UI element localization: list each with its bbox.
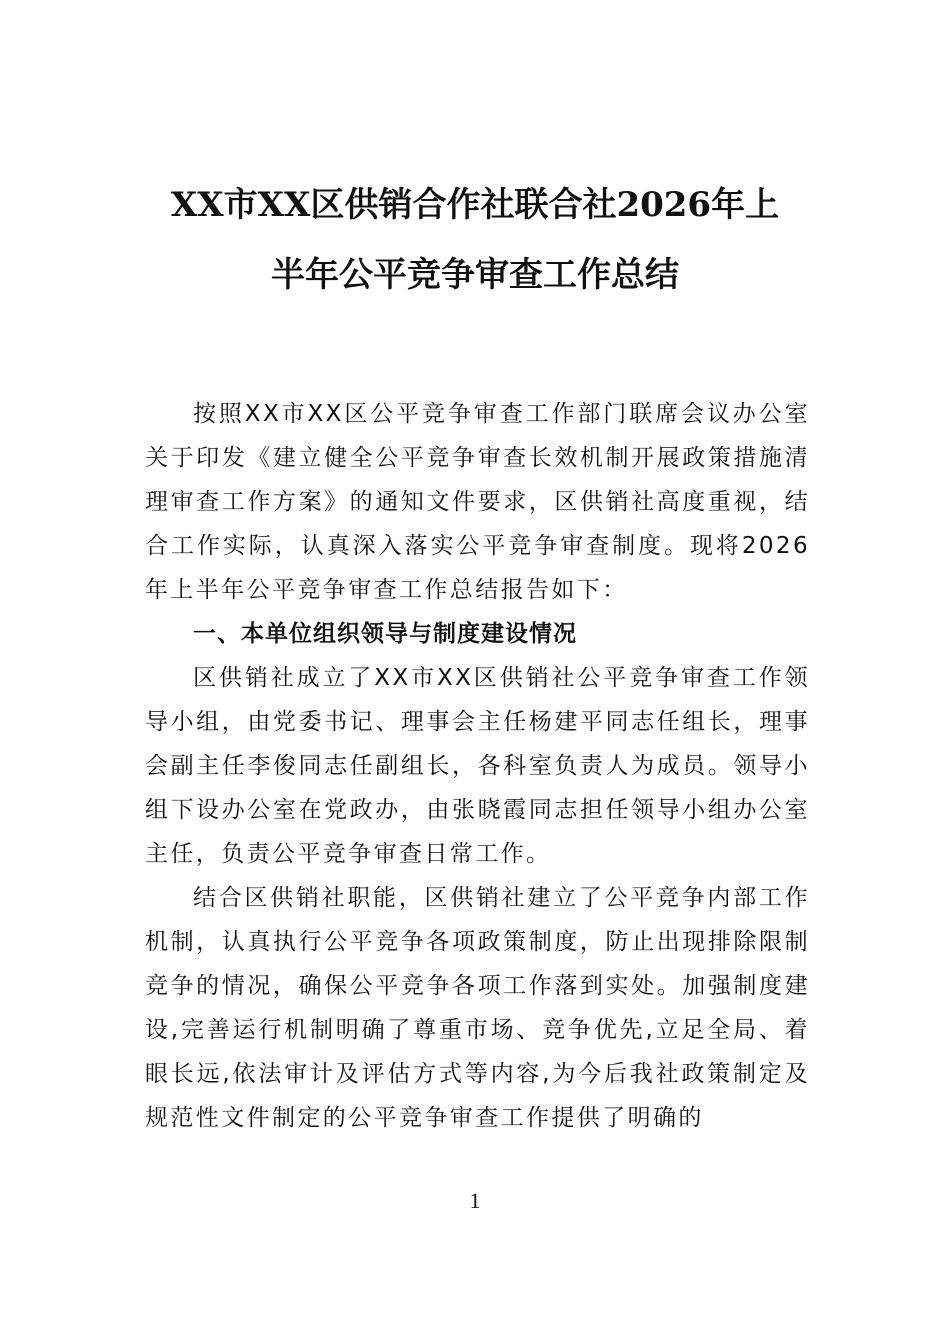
title-line-1: XX市XX区供销合作社联合社2026年上 [170, 185, 780, 225]
page-number: 1 [469, 1188, 481, 1213]
section-heading-1: 一、本单位组织领导与制度建设情况 [193, 621, 577, 647]
intro-paragraph: 按照XX市XX区公平竞争审查工作部门联席会议办公室关于印发《建立健全公平竞争审查长效机制开展政策措施清理审查工作方案》的通知文件要求，区供销社高度重视，结合工作实际，认真深入落实公平竞争审查制度。现将2026年上半年公平竞争审查工作总结报告如下： [145, 401, 810, 603]
document-title [130, 170, 820, 310]
body-paragraph-1: 区供销社成立了XX市XX区供销社公平竞争审查工作领导小组，由党委书记、理事会主任杨建平同志任组长，理事会副主任李俊同志任副组长，各科室负责人为成员。领导小组下设办公室在党政办，由张晓霞同志担任领导小组办公室主任，负责公平竞争审查日常工作。 [145, 665, 810, 867]
title-line-2: 半年公平竞争审查工作总结 [271, 255, 679, 295]
body-paragraph-2: 结合区供销社职能，区供销社建立了公平竞争内部工作机制，认真执行公平竞争各项政策制度，防止出现排除限制竞争的情况，确保公平竞争各项工作落到实处。加强制度建设,完善运行机制明确了尊重市场、竞争优先,立足全局、着眼长远,依法审计及评估方式等内容,为今后我社政策制定及规范性文件制定的公平竞争审查工作提供了明确的 [145, 885, 810, 1131]
document-body [145, 392, 810, 1140]
